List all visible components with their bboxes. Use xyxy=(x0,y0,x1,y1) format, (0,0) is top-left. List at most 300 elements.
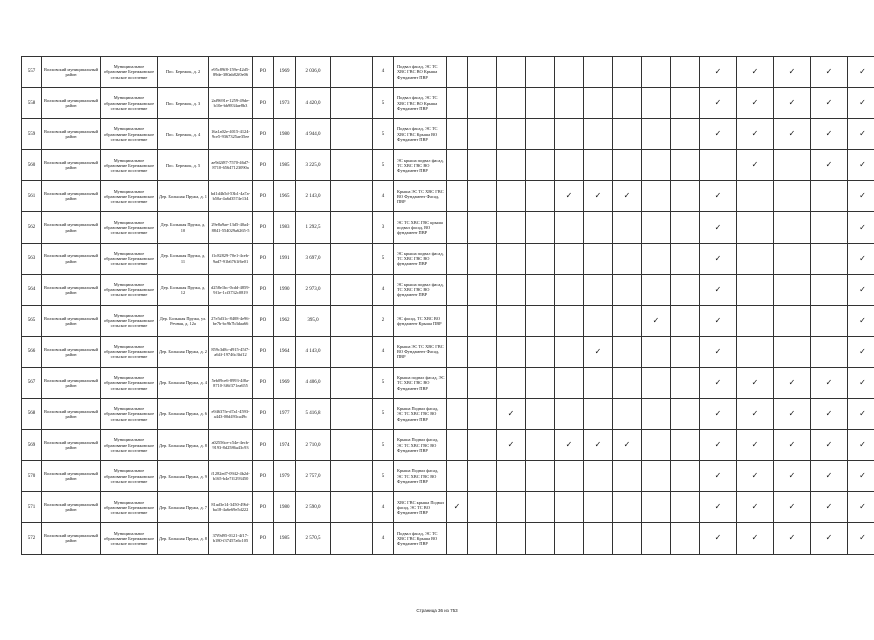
mark-cell xyxy=(642,430,671,461)
fias-code-cell: 5eb09ce6-8993-4f8a-8710-3f6f371ea655 xyxy=(209,367,253,398)
mark-cell xyxy=(447,523,468,554)
mark-cell xyxy=(584,399,613,430)
owner-cell: РО xyxy=(253,461,274,492)
check-mark-icon: ✓ xyxy=(751,409,759,419)
mark-cell xyxy=(642,336,671,367)
check-mark-icon: ✓ xyxy=(825,160,833,170)
empty-cell xyxy=(331,88,373,119)
mark-cell xyxy=(642,181,671,212)
fias-code-cell: 37f9d95-0121-4f17-b180-f37457a6c105 xyxy=(209,523,253,554)
check-mark-icon: ✓ xyxy=(714,377,722,387)
fias-code-cell: 16a1a02e-4015-4124-9ce5-9367325ae35ee xyxy=(209,119,253,150)
floors-cell: 5 xyxy=(373,430,394,461)
fias-code-cell: 29e8a9ae-13d5-40a4-8841-554029a6265-5 xyxy=(209,212,253,243)
mark-cell xyxy=(526,274,555,305)
mark-cell xyxy=(642,274,671,305)
floors-cell: 5 xyxy=(373,243,394,274)
check-mark-icon: ✓ xyxy=(714,440,722,450)
address-cell: Дер. Большая Пружа, д. 11 xyxy=(158,243,209,274)
check-mark-icon: ✓ xyxy=(751,98,759,108)
mark-cell xyxy=(848,150,874,181)
municipality-cell: Муниципальное образование Бережковское сельское поселение xyxy=(101,492,158,523)
floors-cell: 4 xyxy=(373,336,394,367)
works-cell: Подвал фасад, ЭС ТС ХВС ГВС Крыша ВО Фундамент ПВР xyxy=(394,523,447,554)
fias-code-cell: bd1d4b5d-53b1-4a7a-b50a-4a6d3574e134 xyxy=(209,181,253,212)
mark-cell xyxy=(497,399,526,430)
check-mark-icon: ✓ xyxy=(825,409,833,419)
district-cell: Волховский муниципальный район xyxy=(42,274,101,305)
mark-cell xyxy=(700,274,737,305)
mark-cell xyxy=(555,243,584,274)
area-cell: 2 036,0 xyxy=(296,57,331,88)
mark-cell xyxy=(848,399,874,430)
address-cell: Дер. Большая Пружа, д. 7 xyxy=(158,492,209,523)
mark-cell xyxy=(642,57,671,88)
municipality-cell: Муниципальное образование Бережковское сельское поселение xyxy=(101,461,158,492)
mark-cell xyxy=(671,430,700,461)
mark-cell xyxy=(468,274,497,305)
mark-cell xyxy=(526,212,555,243)
check-mark-icon: ✓ xyxy=(825,471,833,481)
works-cell: Крыша Подвал фасад, ЭС ТС ХВС ГВС ВО Фундамент ПВР xyxy=(394,461,447,492)
mark-cell xyxy=(613,305,642,336)
check-mark-icon: ✓ xyxy=(714,471,722,481)
mark-cell xyxy=(737,492,774,523)
mark-cell xyxy=(468,57,497,88)
mark-cell xyxy=(642,399,671,430)
mark-cell xyxy=(555,212,584,243)
owner-cell: РО xyxy=(253,181,274,212)
district-cell: Волховский муниципальный район xyxy=(42,243,101,274)
fias-code-cell: ae9d2f87-7570-46d7-8710-65647123090a xyxy=(209,150,253,181)
mark-cell xyxy=(700,305,737,336)
check-mark-icon: ✓ xyxy=(594,191,602,201)
empty-cell xyxy=(331,430,373,461)
address-cell: Дер. Большая Пружа, д. 12 xyxy=(158,274,209,305)
mark-cell xyxy=(848,336,874,367)
floors-cell: 5 xyxy=(373,461,394,492)
floors-cell: 2 xyxy=(373,305,394,336)
works-cell: ЭС крыша подвал фасад, ТС ХВС ГВС ВО фундамент ПВР xyxy=(394,243,447,274)
mark-cell xyxy=(774,336,811,367)
table-row xyxy=(22,181,874,212)
row-number: 566 xyxy=(22,336,42,367)
district-cell: Волховский муниципальный район xyxy=(42,430,101,461)
mark-cell xyxy=(447,430,468,461)
address-cell: Дер. Большая Пружа, д. 8 xyxy=(158,523,209,554)
mark-cell xyxy=(737,119,774,150)
fias-code-cell: e94637fe-d7a1-4593-a443-00d493ca49c xyxy=(209,399,253,430)
mark-cell xyxy=(848,57,874,88)
mark-cell xyxy=(774,305,811,336)
check-mark-icon: ✓ xyxy=(714,346,722,356)
mark-cell xyxy=(642,119,671,150)
mark-cell xyxy=(774,150,811,181)
owner-cell: РО xyxy=(253,212,274,243)
empty-cell xyxy=(331,336,373,367)
empty-cell xyxy=(331,119,373,150)
mark-cell xyxy=(447,399,468,430)
area-cell: 2 710,0 xyxy=(296,430,331,461)
municipality-cell: Муниципальное образование Бережковское сельское поселение xyxy=(101,88,158,119)
owner-cell: РО xyxy=(253,336,274,367)
mark-cell xyxy=(774,399,811,430)
mark-cell xyxy=(700,57,737,88)
address-cell: Дер. Большая Пружа, д. 1 xyxy=(158,181,209,212)
floors-cell: 4 xyxy=(373,523,394,554)
works-cell: Подвал фасад, ЭС ТС ХВС ГВС ВО Крыша Фундамент ПВР xyxy=(394,88,447,119)
mark-cell xyxy=(671,461,700,492)
mark-cell xyxy=(555,119,584,150)
mark-cell xyxy=(613,399,642,430)
mark-cell xyxy=(737,336,774,367)
check-mark-icon: ✓ xyxy=(859,98,866,108)
year-cell: 1974 xyxy=(274,430,296,461)
works-cell: ЭС ТС ХВС ГВС крыша подвал фасад, ВО фундамент ПВР xyxy=(394,212,447,243)
mark-cell xyxy=(584,430,613,461)
mark-cell xyxy=(526,57,555,88)
mark-cell xyxy=(613,367,642,398)
check-mark-icon: ✓ xyxy=(825,129,833,139)
mark-cell xyxy=(774,461,811,492)
mark-cell xyxy=(497,150,526,181)
mark-cell xyxy=(497,119,526,150)
municipality-cell: Муниципальное образование Бережковское сельское поселение xyxy=(101,367,158,398)
mark-cell xyxy=(526,243,555,274)
year-cell: 1973 xyxy=(274,88,296,119)
municipality-cell: Муниципальное образование Бережковское сельское поселение xyxy=(101,119,158,150)
check-mark-icon: ✓ xyxy=(453,502,461,512)
empty-cell xyxy=(331,399,373,430)
works-cell: Подвал фасад, ЭС ТС ХВС ГВС ВО Крыша Фундамент ПВР xyxy=(394,57,447,88)
district-cell: Волховский муниципальный район xyxy=(42,305,101,336)
fias-code-cell: f1c82829-70e1-4ceb-9ad7-91b6761f6e01 xyxy=(209,243,253,274)
year-cell: 1977 xyxy=(274,399,296,430)
mark-cell xyxy=(811,212,848,243)
district-cell: Волховский муниципальный район xyxy=(42,150,101,181)
check-mark-icon: ✓ xyxy=(751,440,759,450)
empty-cell xyxy=(331,57,373,88)
table-row xyxy=(22,430,874,461)
check-mark-icon: ✓ xyxy=(788,98,796,108)
mark-cell xyxy=(700,336,737,367)
row-number: 559 xyxy=(22,119,42,150)
mark-cell xyxy=(848,367,874,398)
check-mark-icon: ✓ xyxy=(859,533,866,543)
mark-cell xyxy=(811,243,848,274)
empty-cell xyxy=(331,150,373,181)
table-row xyxy=(22,492,874,523)
address-cell: Дер. Большая Пружа, д. 8 xyxy=(158,430,209,461)
mark-cell xyxy=(584,150,613,181)
address-cell: Дер. Большая Пружа, д. 2 xyxy=(158,336,209,367)
year-cell: 1990 xyxy=(274,274,296,305)
works-cell: Крыша Подвал фасад, ЭС ТС ХВС ГВС ВО Фундамент ПВР xyxy=(394,430,447,461)
owner-cell: РО xyxy=(253,430,274,461)
municipality-cell: Муниципальное образование Бережковское сельское поселение xyxy=(101,305,158,336)
mark-cell xyxy=(497,305,526,336)
year-cell: 1969 xyxy=(274,367,296,398)
check-mark-icon: ✓ xyxy=(788,409,796,419)
mark-cell xyxy=(555,461,584,492)
year-cell: 1985 xyxy=(274,523,296,554)
mark-cell xyxy=(584,181,613,212)
mark-cell xyxy=(811,57,848,88)
mark-cell xyxy=(737,243,774,274)
empty-cell xyxy=(331,523,373,554)
mark-cell xyxy=(613,181,642,212)
table-row xyxy=(22,274,874,305)
check-mark-icon: ✓ xyxy=(859,129,866,139)
owner-cell: РО xyxy=(253,119,274,150)
check-mark-icon: ✓ xyxy=(788,377,796,387)
mark-cell xyxy=(555,336,584,367)
mark-cell xyxy=(526,150,555,181)
owner-cell: РО xyxy=(253,274,274,305)
mark-cell xyxy=(497,212,526,243)
mark-cell xyxy=(737,57,774,88)
mark-cell xyxy=(584,523,613,554)
mark-cell xyxy=(811,367,848,398)
check-mark-icon: ✓ xyxy=(751,129,759,139)
check-mark-icon: ✓ xyxy=(751,533,759,543)
mark-cell xyxy=(526,88,555,119)
floors-cell: 5 xyxy=(373,399,394,430)
mark-cell xyxy=(526,367,555,398)
mark-cell xyxy=(671,88,700,119)
check-mark-icon: ✓ xyxy=(859,440,866,450)
year-cell: 1980 xyxy=(274,119,296,150)
check-mark-icon: ✓ xyxy=(714,67,722,77)
year-cell: 1965 xyxy=(274,181,296,212)
floors-cell: 5 xyxy=(373,88,394,119)
mark-cell xyxy=(526,461,555,492)
works-cell: ЭС фасад, ТС ХВС ВО фундамент Крыша ПВР xyxy=(394,305,447,336)
mark-cell xyxy=(584,212,613,243)
mark-cell xyxy=(700,430,737,461)
mark-cell xyxy=(468,88,497,119)
check-mark-icon: ✓ xyxy=(859,253,866,263)
mark-cell xyxy=(447,150,468,181)
check-mark-icon: ✓ xyxy=(751,471,759,481)
mark-cell xyxy=(700,399,737,430)
municipality-cell: Муниципальное образование Бережковское сельское поселение xyxy=(101,336,158,367)
check-mark-icon: ✓ xyxy=(859,409,866,419)
mark-cell xyxy=(584,367,613,398)
fias-code-cell: 859c3d8c-d915-45f7-a64f-19746c3bf12 xyxy=(209,336,253,367)
mark-cell xyxy=(774,181,811,212)
mark-cell xyxy=(555,430,584,461)
mark-cell xyxy=(737,305,774,336)
check-mark-icon: ✓ xyxy=(507,440,515,450)
area-cell: 2 590,0 xyxy=(296,492,331,523)
area-cell: 3 697,0 xyxy=(296,243,331,274)
check-mark-icon: ✓ xyxy=(565,191,573,201)
check-mark-icon: ✓ xyxy=(594,346,602,356)
mark-cell xyxy=(642,243,671,274)
mark-cell xyxy=(584,57,613,88)
mark-cell xyxy=(468,305,497,336)
mark-cell xyxy=(584,305,613,336)
works-cell: Крыша ЭС ТС ХВС ГВС ВО Фундамент Фасад, ПВР xyxy=(394,181,447,212)
floors-cell: 5 xyxy=(373,150,394,181)
mark-cell xyxy=(447,461,468,492)
row-number: 565 xyxy=(22,305,42,336)
mark-cell xyxy=(700,150,737,181)
mark-cell xyxy=(700,492,737,523)
mark-cell xyxy=(613,523,642,554)
mark-cell xyxy=(811,305,848,336)
mark-cell xyxy=(774,367,811,398)
floors-cell: 4 xyxy=(373,181,394,212)
mark-cell xyxy=(526,119,555,150)
mark-cell xyxy=(447,492,468,523)
fias-code-cell: 2af9691e-1259-49de-b10e-bb9834ae8b3 xyxy=(209,88,253,119)
mark-cell xyxy=(447,367,468,398)
owner-cell: РО xyxy=(253,523,274,554)
check-mark-icon: ✓ xyxy=(788,471,796,481)
register-rows xyxy=(22,57,874,555)
area-cell: 4 406,0 xyxy=(296,367,331,398)
check-mark-icon: ✓ xyxy=(788,533,796,543)
address-cell: Дер. Большая Пружа, д. 4 xyxy=(158,367,209,398)
check-mark-icon: ✓ xyxy=(859,67,866,77)
mark-cell xyxy=(584,88,613,119)
area-cell: 4 944,0 xyxy=(296,119,331,150)
table-row xyxy=(22,57,874,88)
mark-cell xyxy=(737,181,774,212)
mark-cell xyxy=(700,367,737,398)
year-cell: 1964 xyxy=(274,336,296,367)
mark-cell xyxy=(468,150,497,181)
area-cell: 2 973,0 xyxy=(296,274,331,305)
works-cell: ЭС крыша подвал фасад, ТС ХВС ГВС ВО Фундамент ПВР xyxy=(394,150,447,181)
owner-cell: РО xyxy=(253,492,274,523)
table-row xyxy=(22,150,874,181)
floors-cell: 5 xyxy=(373,367,394,398)
mark-cell xyxy=(811,430,848,461)
mark-cell xyxy=(642,461,671,492)
row-number: 569 xyxy=(22,430,42,461)
area-cell: 2 143,0 xyxy=(296,181,331,212)
mark-cell xyxy=(737,430,774,461)
address-cell: Дер. Большая Пружа, ул. Речная, д. 12а xyxy=(158,305,209,336)
row-number: 571 xyxy=(22,492,42,523)
mark-cell xyxy=(468,430,497,461)
mark-cell xyxy=(774,212,811,243)
mark-cell xyxy=(613,88,642,119)
district-cell: Волховский муниципальный район xyxy=(42,181,101,212)
fias-code-cell: 81ad3e14-3450-49bf-ba18-4a6e69e5d222 xyxy=(209,492,253,523)
floors-cell: 4 xyxy=(373,492,394,523)
mark-cell xyxy=(671,181,700,212)
mark-cell xyxy=(848,212,874,243)
table-row xyxy=(22,305,874,336)
empty-cell xyxy=(331,274,373,305)
mark-cell xyxy=(774,274,811,305)
mark-cell xyxy=(584,336,613,367)
check-mark-icon: ✓ xyxy=(859,346,866,356)
mark-cell xyxy=(811,119,848,150)
check-mark-icon: ✓ xyxy=(751,160,759,170)
area-cell: 4 420,0 xyxy=(296,88,331,119)
table-row xyxy=(22,212,874,243)
mark-cell xyxy=(671,305,700,336)
mark-cell xyxy=(555,492,584,523)
address-cell: Пос. Бережок, д. 3 xyxy=(158,88,209,119)
row-number: 557 xyxy=(22,57,42,88)
owner-cell: РО xyxy=(253,305,274,336)
district-cell: Волховский муниципальный район xyxy=(42,523,101,554)
check-mark-icon: ✓ xyxy=(714,191,722,201)
row-number: 561 xyxy=(22,181,42,212)
floors-cell: 4 xyxy=(373,274,394,305)
check-mark-icon: ✓ xyxy=(788,67,796,77)
municipality-cell: Муниципальное образование Бережковское сельское поселение xyxy=(101,274,158,305)
area-cell: 1 292,5 xyxy=(296,212,331,243)
mark-cell xyxy=(497,523,526,554)
mark-cell xyxy=(700,119,737,150)
mark-cell xyxy=(497,336,526,367)
check-mark-icon: ✓ xyxy=(788,502,796,512)
mark-cell xyxy=(613,461,642,492)
row-number: 572 xyxy=(22,523,42,554)
page-footer: Страница 36 из 753 xyxy=(416,608,458,613)
mark-cell xyxy=(584,461,613,492)
table-row xyxy=(22,119,874,150)
mark-cell xyxy=(811,274,848,305)
fias-code-cell: e95c89f8-159e-42d5-89de-380ab82f0e06 xyxy=(209,57,253,88)
mark-cell xyxy=(642,305,671,336)
works-cell: Крыша подвал фасад, ЭС ТС ХВС ГВС ВО Фундамент ПВР xyxy=(394,367,447,398)
mark-cell xyxy=(774,88,811,119)
mark-cell xyxy=(671,367,700,398)
mark-cell xyxy=(555,150,584,181)
mark-cell xyxy=(555,88,584,119)
table-row xyxy=(22,88,874,119)
check-mark-icon: ✓ xyxy=(507,409,515,419)
check-mark-icon: ✓ xyxy=(859,284,866,294)
owner-cell: РО xyxy=(253,88,274,119)
mark-cell xyxy=(642,492,671,523)
mark-cell xyxy=(447,212,468,243)
row-number: 564 xyxy=(22,274,42,305)
check-mark-icon: ✓ xyxy=(788,440,796,450)
owner-cell: РО xyxy=(253,57,274,88)
row-number: 568 xyxy=(22,399,42,430)
mark-cell xyxy=(468,461,497,492)
area-cell: 4 143,0 xyxy=(296,336,331,367)
mark-cell xyxy=(811,399,848,430)
mark-cell xyxy=(613,492,642,523)
mark-cell xyxy=(584,274,613,305)
check-mark-icon: ✓ xyxy=(714,409,722,419)
mark-cell xyxy=(737,274,774,305)
owner-cell: РО xyxy=(253,367,274,398)
mark-cell xyxy=(584,492,613,523)
mark-cell xyxy=(811,88,848,119)
mark-cell xyxy=(671,57,700,88)
mark-cell xyxy=(774,492,811,523)
empty-cell xyxy=(331,492,373,523)
check-mark-icon: ✓ xyxy=(825,67,833,77)
mark-cell xyxy=(737,150,774,181)
mark-cell xyxy=(555,57,584,88)
row-number: 558 xyxy=(22,88,42,119)
mark-cell xyxy=(468,367,497,398)
table-row xyxy=(22,399,874,430)
mark-cell xyxy=(526,430,555,461)
